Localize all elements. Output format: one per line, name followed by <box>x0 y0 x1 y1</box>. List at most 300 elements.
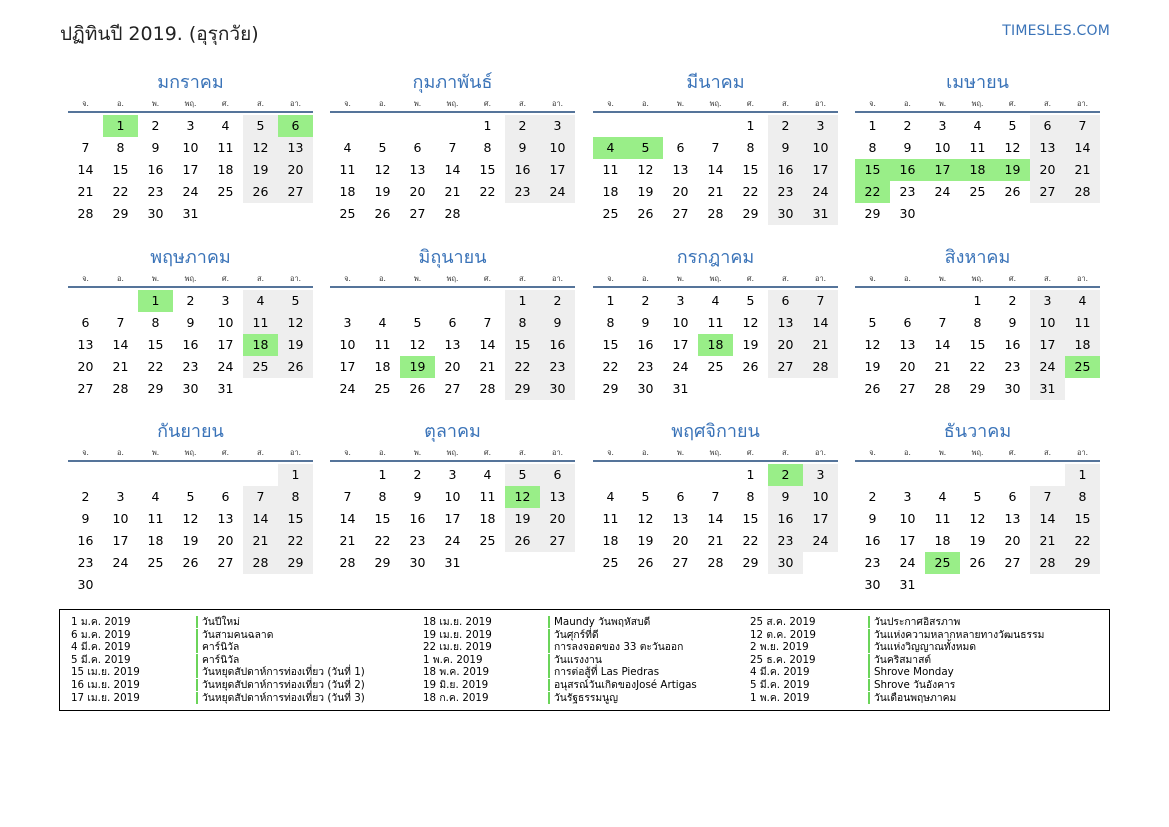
day-cell: 3 <box>540 115 575 137</box>
day-cell: 19 <box>637 533 654 548</box>
legend-holiday-name: การลงจอดของ 33 ตะวันออก <box>548 641 683 653</box>
weekday-label: อา. <box>551 274 564 283</box>
weekday-label: ส. <box>1044 448 1051 457</box>
empty-cell <box>925 290 960 312</box>
weekday-header <box>855 271 1100 288</box>
weekday-label: จ. <box>869 99 876 108</box>
day-cell: 30 <box>864 577 881 592</box>
day-cell: 24 <box>444 533 461 548</box>
legend-row <box>71 616 426 629</box>
legend-row <box>423 679 753 692</box>
day-cell: 11 <box>934 511 951 526</box>
legend-row <box>423 666 753 679</box>
holiday-day-cell: 2 <box>768 464 803 486</box>
day-cell: 24 <box>112 555 129 570</box>
legend-date: 15 เม.ย. 2019 <box>71 666 140 679</box>
day-cell: 28 <box>339 555 356 570</box>
weekday-label: ส. <box>1044 274 1051 283</box>
day-cell: 26 <box>278 356 313 378</box>
day-cell: 29 <box>1065 552 1100 574</box>
day-cell: 16 <box>768 508 803 530</box>
legend-column-2 <box>423 616 753 704</box>
day-cell: 18 <box>479 511 496 526</box>
day-cell: 10 <box>182 140 199 155</box>
weekday-label: ศ. <box>221 99 230 108</box>
day-cell: 22 <box>969 359 986 374</box>
day-cell: 30 <box>182 381 199 396</box>
day-cell: 14 <box>112 337 129 352</box>
day-cell: 11 <box>243 312 278 334</box>
day-cell: 18 <box>147 533 164 548</box>
weekday-label: ศ. <box>1008 448 1017 457</box>
day-cell: 14 <box>339 511 356 526</box>
day-cell: 4 <box>151 489 160 504</box>
day-cell: 11 <box>374 337 391 352</box>
day-cell: 9 <box>903 140 912 155</box>
day-cell: 29 <box>278 552 313 574</box>
day-grid <box>330 464 575 574</box>
day-cell: 9 <box>768 137 803 159</box>
day-cell: 31 <box>444 555 461 570</box>
day-cell: 29 <box>374 555 391 570</box>
day-cell: 27 <box>77 381 94 396</box>
day-cell: 18 <box>339 184 356 199</box>
day-cell: 10 <box>112 511 129 526</box>
legend-date: 19 มิ.ย. 2019 <box>423 678 489 691</box>
brand-link[interactable]: TIMESLES.COM <box>1002 23 1110 39</box>
empty-cell <box>138 464 173 486</box>
day-cell: 14 <box>803 312 838 334</box>
day-cell: 18 <box>602 184 619 199</box>
day-cell: 27 <box>899 381 916 396</box>
day-cell: 4 <box>343 140 352 155</box>
day-cell: 1 <box>746 118 755 133</box>
empty-cell <box>855 290 890 312</box>
weekday-header <box>855 445 1100 462</box>
legend-date: 19 เม.ย. 2019 <box>423 628 492 641</box>
day-cell: 20 <box>1004 533 1021 548</box>
day-cell: 8 <box>483 140 492 155</box>
weekday-label: พฤ. <box>184 448 197 457</box>
legend-date: 18 ก.ค. 2019 <box>423 691 489 704</box>
day-cell: 2 <box>768 115 803 137</box>
day-cell: 5 <box>973 489 982 504</box>
day-cell: 12 <box>374 162 391 177</box>
day-cell: 1 <box>505 290 540 312</box>
empty-cell <box>330 115 365 137</box>
weekday-label: พฤ. <box>971 274 984 283</box>
legend-holiday-name: Maundy วันพฤหัสบดี <box>548 616 650 628</box>
day-cell: 2 <box>151 118 160 133</box>
day-cell: 16 <box>147 162 164 177</box>
weekday-label: อ. <box>379 99 386 108</box>
day-cell: 29 <box>602 381 619 396</box>
day-cell: 21 <box>1030 530 1065 552</box>
day-cell: 5 <box>505 464 540 486</box>
day-cell: 26 <box>1004 184 1021 199</box>
weekday-label: ส. <box>257 99 264 108</box>
day-cell: 23 <box>77 555 94 570</box>
day-cell: 29 <box>864 206 881 221</box>
day-cell: 26 <box>374 206 391 221</box>
month-block <box>330 419 575 574</box>
weekday-header <box>593 96 838 113</box>
day-cell: 12 <box>409 337 426 352</box>
day-cell: 5 <box>641 489 650 504</box>
day-cell: 13 <box>1004 511 1021 526</box>
day-cell: 30 <box>637 381 654 396</box>
weekday-label: อา. <box>289 448 302 457</box>
weekday-label: อา. <box>1076 99 1089 108</box>
legend-holiday-name: วันศุกร์ที่ดี <box>548 629 599 641</box>
day-cell: 4 <box>973 118 982 133</box>
day-cell: 9 <box>81 511 90 526</box>
weekday-label: พ. <box>413 274 422 283</box>
day-cell: 25 <box>602 206 619 221</box>
day-cell: 15 <box>374 511 391 526</box>
month-block <box>330 70 575 225</box>
holiday-day-cell: 19 <box>995 159 1030 181</box>
day-cell: 31 <box>182 206 199 221</box>
day-cell: 1 <box>868 118 877 133</box>
day-cell: 4 <box>938 489 947 504</box>
day-cell: 22 <box>742 533 759 548</box>
day-cell: 27 <box>672 555 689 570</box>
day-cell: 11 <box>602 162 619 177</box>
day-cell: 31 <box>1030 378 1065 400</box>
day-grid <box>330 115 575 225</box>
day-cell: 24 <box>934 184 951 199</box>
weekday-label: พ. <box>151 448 160 457</box>
month-block <box>855 419 1100 596</box>
legend-date: 22 เม.ย. 2019 <box>423 641 492 654</box>
legend-holiday-name: Shrove วันอังคาร <box>868 679 955 691</box>
day-cell: 9 <box>1008 315 1017 330</box>
day-cell: 24 <box>182 184 199 199</box>
day-cell: 21 <box>803 334 838 356</box>
weekday-label: อ. <box>642 448 649 457</box>
legend-holiday-name: คาร์นิวัล <box>196 654 239 666</box>
legend-holiday-name: วันแรงงาน <box>548 654 602 666</box>
day-cell: 3 <box>803 464 838 486</box>
weekday-label: ศ. <box>221 448 230 457</box>
legend-date: 1 ม.ค. 2019 <box>71 616 131 628</box>
day-cell: 3 <box>448 467 457 482</box>
day-cell: 8 <box>746 489 755 504</box>
legend-holiday-name: วันเดือนพฤษภาคม <box>868 692 956 704</box>
day-cell: 6 <box>81 315 90 330</box>
day-cell: 21 <box>479 359 496 374</box>
day-cell: 13 <box>672 162 689 177</box>
month-block <box>68 245 313 400</box>
day-cell: 17 <box>672 337 689 352</box>
weekday-label: จ. <box>607 99 614 108</box>
weekday-label: อา. <box>814 274 827 283</box>
day-cell: 23 <box>637 359 654 374</box>
day-cell: 11 <box>339 162 356 177</box>
month-name: มีนาคม <box>686 72 745 93</box>
month-block <box>855 70 1100 225</box>
weekday-header <box>68 445 313 462</box>
day-cell: 18 <box>217 162 234 177</box>
empty-cell <box>890 464 925 486</box>
day-cell: 19 <box>278 334 313 356</box>
day-cell: 14 <box>77 162 94 177</box>
holiday-day-cell: 1 <box>103 115 138 137</box>
day-cell: 5 <box>413 315 422 330</box>
day-cell: 27 <box>672 206 689 221</box>
day-cell: 11 <box>969 140 986 155</box>
month-name: มิถุนายน <box>418 247 487 268</box>
weekday-header <box>68 96 313 113</box>
weekday-header <box>855 96 1100 113</box>
weekday-label: พ. <box>938 274 947 283</box>
day-cell: 12 <box>637 162 654 177</box>
month-name: สิงหาคม <box>944 247 1011 268</box>
legend-row <box>71 654 426 667</box>
legend-date: 25 ส.ค. 2019 <box>750 616 816 628</box>
day-cell: 27 <box>540 530 575 552</box>
holiday-day-cell: 16 <box>890 159 925 181</box>
day-cell: 10 <box>899 511 916 526</box>
legend-row <box>423 692 753 705</box>
empty-cell <box>68 464 103 486</box>
day-cell: 24 <box>540 181 575 203</box>
day-cell: 1 <box>973 293 982 308</box>
empty-cell <box>1030 464 1065 486</box>
day-cell: 28 <box>243 552 278 574</box>
legend-holiday-name: Shrove Monday <box>868 666 954 678</box>
legend-row <box>750 692 1105 705</box>
weekday-label: อ. <box>379 448 386 457</box>
day-cell: 17 <box>1030 334 1065 356</box>
legend-date: 17 เม.ย. 2019 <box>71 691 140 704</box>
weekday-label: พฤ. <box>709 99 722 108</box>
day-cell: 6 <box>768 290 803 312</box>
day-cell: 2 <box>540 290 575 312</box>
legend-holiday-name: วันคริสมาสต์ <box>868 654 931 666</box>
day-cell: 3 <box>938 118 947 133</box>
legend-row <box>71 629 426 642</box>
day-cell: 18 <box>934 533 951 548</box>
month-name: พฤศจิกายน <box>671 421 760 442</box>
weekday-label: จ. <box>607 274 614 283</box>
month-name: พฤษภาคม <box>150 247 231 268</box>
day-cell: 20 <box>672 533 689 548</box>
day-cell: 15 <box>278 508 313 530</box>
day-cell: 24 <box>803 181 838 203</box>
day-cell: 16 <box>409 511 426 526</box>
weekday-label: พ. <box>676 448 685 457</box>
day-cell: 5 <box>186 489 195 504</box>
day-cell: 8 <box>116 140 125 155</box>
holiday-day-cell: 5 <box>628 137 663 159</box>
day-cell: 22 <box>742 184 759 199</box>
month-block <box>68 70 313 225</box>
weekday-label: จ. <box>607 448 614 457</box>
day-cell: 13 <box>278 137 313 159</box>
day-cell: 1 <box>278 464 313 486</box>
holiday-day-cell: 6 <box>278 115 313 137</box>
day-cell: 26 <box>409 381 426 396</box>
day-cell: 21 <box>112 359 129 374</box>
weekday-label: ศ. <box>483 274 492 283</box>
day-cell: 5 <box>1008 118 1017 133</box>
weekday-header <box>593 271 838 288</box>
day-cell: 7 <box>243 486 278 508</box>
day-cell: 5 <box>868 315 877 330</box>
day-cell: 2 <box>641 293 650 308</box>
day-cell: 2 <box>1008 293 1017 308</box>
day-cell: 23 <box>147 184 164 199</box>
weekday-label: ศ. <box>1008 274 1017 283</box>
day-cell: 15 <box>742 511 759 526</box>
day-cell: 11 <box>707 315 724 330</box>
empty-cell <box>663 464 698 486</box>
day-cell: 14 <box>707 511 724 526</box>
month-name: กรกฎาคม <box>676 247 755 268</box>
day-grid <box>68 290 313 400</box>
day-cell: 8 <box>278 486 313 508</box>
day-cell: 27 <box>768 356 803 378</box>
day-cell: 24 <box>899 555 916 570</box>
day-cell: 16 <box>540 334 575 356</box>
day-cell: 16 <box>182 337 199 352</box>
day-cell: 20 <box>899 359 916 374</box>
day-cell: 16 <box>768 159 803 181</box>
day-cell: 1 <box>746 467 755 482</box>
legend-row <box>423 629 753 642</box>
weekday-label: ส. <box>257 274 264 283</box>
weekday-label: ศ. <box>1008 99 1017 108</box>
day-cell: 21 <box>243 530 278 552</box>
legend-holiday-name: อนุสรณ์วันเกิดของJosé Artigas <box>548 679 697 691</box>
legend-holiday-name: วันรัฐธรรมนูญ <box>548 692 618 704</box>
holiday-day-cell: 25 <box>925 552 960 574</box>
day-cell: 8 <box>1065 486 1100 508</box>
holiday-day-cell: 12 <box>505 486 540 508</box>
empty-cell <box>330 464 365 486</box>
day-cell: 26 <box>864 381 881 396</box>
day-cell: 10 <box>803 137 838 159</box>
day-cell: 25 <box>147 555 164 570</box>
weekday-label: ส. <box>782 274 789 283</box>
empty-cell <box>400 115 435 137</box>
day-cell: 28 <box>934 381 951 396</box>
day-cell: 9 <box>868 511 877 526</box>
day-cell: 6 <box>676 140 685 155</box>
legend-row <box>71 666 426 679</box>
month-name: กุมภาพันธ์ <box>412 72 493 93</box>
day-cell: 3 <box>221 293 230 308</box>
day-cell: 3 <box>186 118 195 133</box>
day-cell: 13 <box>77 337 94 352</box>
day-cell: 7 <box>711 489 720 504</box>
day-cell: 17 <box>339 359 356 374</box>
legend-row <box>71 692 426 705</box>
day-cell: 7 <box>938 315 947 330</box>
day-cell: 9 <box>505 137 540 159</box>
weekday-label: จ. <box>82 274 89 283</box>
day-cell: 19 <box>742 337 759 352</box>
day-cell: 9 <box>641 315 650 330</box>
legend-date: 1 พ.ค. 2019 <box>423 653 483 666</box>
month-name: เมษายน <box>946 72 1009 93</box>
day-cell: 18 <box>374 359 391 374</box>
day-cell: 12 <box>278 312 313 334</box>
day-cell: 19 <box>243 159 278 181</box>
legend-date: 25 ธ.ค. 2019 <box>750 653 816 666</box>
day-cell: 3 <box>676 293 685 308</box>
holiday-day-cell: 17 <box>925 159 960 181</box>
legend-row <box>71 679 426 692</box>
day-cell: 10 <box>444 489 461 504</box>
weekday-label: จ. <box>344 448 351 457</box>
day-cell: 10 <box>672 315 689 330</box>
day-cell: 22 <box>374 533 391 548</box>
holiday-day-cell: 19 <box>400 356 435 378</box>
day-cell: 8 <box>378 489 387 504</box>
weekday-label: อ. <box>117 274 124 283</box>
day-cell: 17 <box>217 337 234 352</box>
weekday-label: จ. <box>82 99 89 108</box>
day-cell: 10 <box>339 337 356 352</box>
month-name: มกราคม <box>157 72 224 93</box>
legend-date: 4 มี.ค. 2019 <box>71 641 131 654</box>
day-cell: 15 <box>602 337 619 352</box>
day-cell: 23 <box>540 356 575 378</box>
day-cell: 26 <box>969 555 986 570</box>
day-cell: 27 <box>217 555 234 570</box>
weekday-label: อา. <box>551 448 564 457</box>
day-cell: 7 <box>711 140 720 155</box>
day-cell: 22 <box>1065 530 1100 552</box>
legend-date: 16 เม.ย. 2019 <box>71 678 140 691</box>
day-cell: 11 <box>217 140 234 155</box>
day-cell: 19 <box>505 508 540 530</box>
empty-cell <box>68 290 103 312</box>
weekday-label: อา. <box>1076 448 1089 457</box>
weekday-label: พฤ. <box>709 274 722 283</box>
day-cell: 26 <box>243 181 278 203</box>
day-cell: 7 <box>448 140 457 155</box>
day-cell: 9 <box>768 486 803 508</box>
empty-cell <box>855 464 890 486</box>
legend-holiday-name: คาร์นิวัล <box>196 641 239 653</box>
day-cell: 26 <box>637 206 654 221</box>
weekday-label: พ. <box>151 274 160 283</box>
day-cell: 25 <box>479 533 496 548</box>
day-cell: 8 <box>606 315 615 330</box>
day-cell: 7 <box>343 489 352 504</box>
day-cell: 29 <box>969 381 986 396</box>
day-cell: 6 <box>413 140 422 155</box>
day-grid <box>855 464 1100 596</box>
day-cell: 23 <box>899 184 916 199</box>
day-cell: 7 <box>1065 115 1100 137</box>
weekday-label: ส. <box>519 99 526 108</box>
day-cell: 6 <box>448 315 457 330</box>
legend-row <box>750 666 1105 679</box>
legend-row <box>750 654 1105 667</box>
day-cell: 9 <box>540 312 575 334</box>
weekday-label: ศ. <box>483 99 492 108</box>
day-cell: 9 <box>413 489 422 504</box>
weekday-label: อา. <box>814 99 827 108</box>
day-cell: 29 <box>112 206 129 221</box>
weekday-label: พ. <box>151 99 160 108</box>
page-title: ปฏิทินปี 2019. (อุรุกวัย) <box>60 23 259 45</box>
